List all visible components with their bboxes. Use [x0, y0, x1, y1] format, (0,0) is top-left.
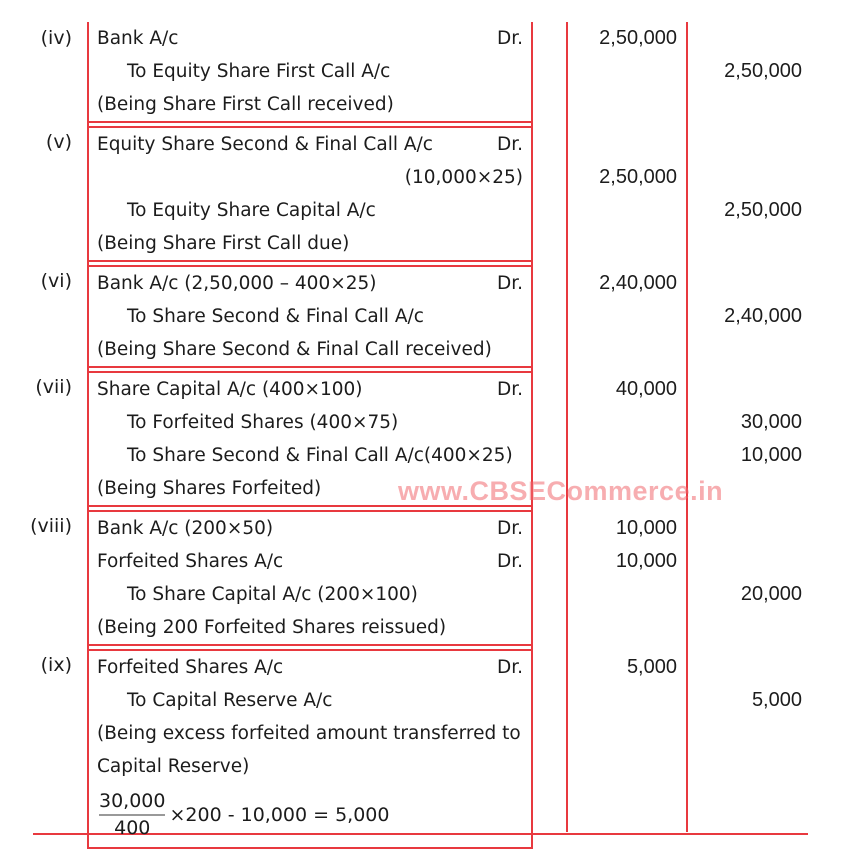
journal-entry [0, 510, 847, 646]
particulars-box [87, 510, 533, 646]
particulars-line [89, 611, 531, 644]
account-text: Equity Share Second & Final Call A/c [97, 134, 433, 155]
debit-amount: 2,40,000 [599, 272, 677, 294]
dr-label: Dr. [496, 134, 523, 155]
particulars-line [89, 717, 531, 750]
particulars-line [89, 300, 531, 333]
dr-label: Dr. [496, 551, 523, 572]
entry-number: (ix) [40, 654, 72, 676]
credit-amount: 2,50,000 [724, 60, 802, 82]
formula-expression: ×200 - 10,000 = 5,000 [169, 804, 390, 826]
account-text: To Share Second & Final Call A/c [127, 306, 424, 327]
account-text: Bank A/c (2,50,000 – 400×25) [97, 273, 377, 294]
fraction-denominator: 400 [114, 817, 151, 839]
particulars-line [89, 373, 531, 406]
debit-amount: 2,50,000 [599, 27, 677, 49]
entry-number: (v) [45, 131, 72, 153]
particulars-line [89, 578, 531, 611]
watermark: www.CBSECommerce.in [398, 476, 724, 506]
particulars-box [87, 126, 533, 262]
account-text: To Share Capital A/c (200×100) [127, 584, 418, 605]
journal-entry [0, 265, 847, 368]
debit-amount: 2,50,000 [599, 166, 677, 188]
entry-number: (vii) [35, 376, 72, 398]
particulars-line [89, 194, 531, 227]
journal-entry [0, 649, 847, 849]
credit-amount: 2,50,000 [724, 199, 802, 221]
credit-amount: 10,000 [740, 444, 802, 466]
particulars-box [87, 649, 533, 849]
account-text: (Being Shares Forfeited) [97, 478, 322, 499]
account-text: (Being Share First Call due) [97, 233, 350, 254]
credit-amount: 30,000 [740, 411, 802, 433]
credit-amount: 20,000 [740, 583, 802, 605]
entry-number: (vi) [40, 270, 72, 292]
particulars-line [89, 22, 531, 55]
particulars-box [87, 265, 533, 368]
account-text: To Forfeited Shares (400×75) [127, 412, 399, 433]
fraction [99, 791, 165, 839]
dr-label: Dr. [496, 518, 523, 539]
fraction-numerator: 30,000 [99, 790, 166, 813]
particulars-line [89, 227, 531, 260]
credit-amount: 2,40,000 [724, 305, 802, 327]
account-text: (Being 200 Forfeited Shares reissued) [97, 617, 447, 638]
journal-entry [0, 126, 847, 262]
account-text: (10,000×25) [404, 167, 523, 188]
account-text: Forfeited Shares A/c [97, 657, 284, 678]
account-text: (Being Share First Call received) [97, 94, 394, 115]
particulars-line [89, 684, 531, 717]
debit-amount: 5,000 [626, 656, 677, 678]
entry-number: (viii) [30, 515, 72, 537]
particulars-box [87, 22, 533, 123]
entries [0, 22, 847, 852]
particulars-line [89, 651, 531, 684]
particulars-line [89, 512, 531, 545]
capital-reserve-formula [89, 783, 531, 847]
particulars-line [89, 333, 531, 366]
particulars-line [89, 128, 531, 161]
particulars-line [89, 545, 531, 578]
particulars-line [89, 55, 531, 88]
account-text: Capital Reserve) [97, 756, 250, 777]
particulars-line [89, 88, 531, 121]
particulars-line [89, 267, 531, 300]
fraction-bar [99, 814, 165, 816]
account-text: To Equity Share First Call A/c [127, 61, 391, 82]
debit-amount: 40,000 [615, 378, 677, 400]
account-text: To Capital Reserve A/c [127, 690, 333, 711]
debit-amount: 10,000 [615, 550, 677, 572]
entry-number: (iv) [40, 27, 72, 49]
journal-entry [0, 22, 847, 123]
account-text: Forfeited Shares A/c [97, 551, 284, 572]
dr-label: Dr. [496, 273, 523, 294]
dr-label: Dr. [496, 657, 523, 678]
debit-amount: 10,000 [615, 517, 677, 539]
dr-label: Dr. [496, 379, 523, 400]
account-text: Share Capital A/c (400×100) [97, 379, 363, 400]
particulars-line [89, 406, 531, 439]
account-text: (Being excess forfeited amount transferred to [97, 723, 521, 744]
particulars-line [89, 750, 531, 783]
account-text: Bank A/c (200×50) [97, 518, 274, 539]
dr-label: Dr. [496, 28, 523, 49]
particulars-line [89, 161, 531, 194]
account-text: (Being Share Second & Final Call received) [97, 339, 492, 360]
credit-amount: 5,000 [751, 689, 802, 711]
particulars-line [89, 439, 531, 472]
account-text: Bank A/c [97, 28, 179, 49]
account-text: To Equity Share Capital A/c [127, 200, 376, 221]
account-text: To Share Second & Final Call A/c(400×25) [127, 445, 513, 466]
